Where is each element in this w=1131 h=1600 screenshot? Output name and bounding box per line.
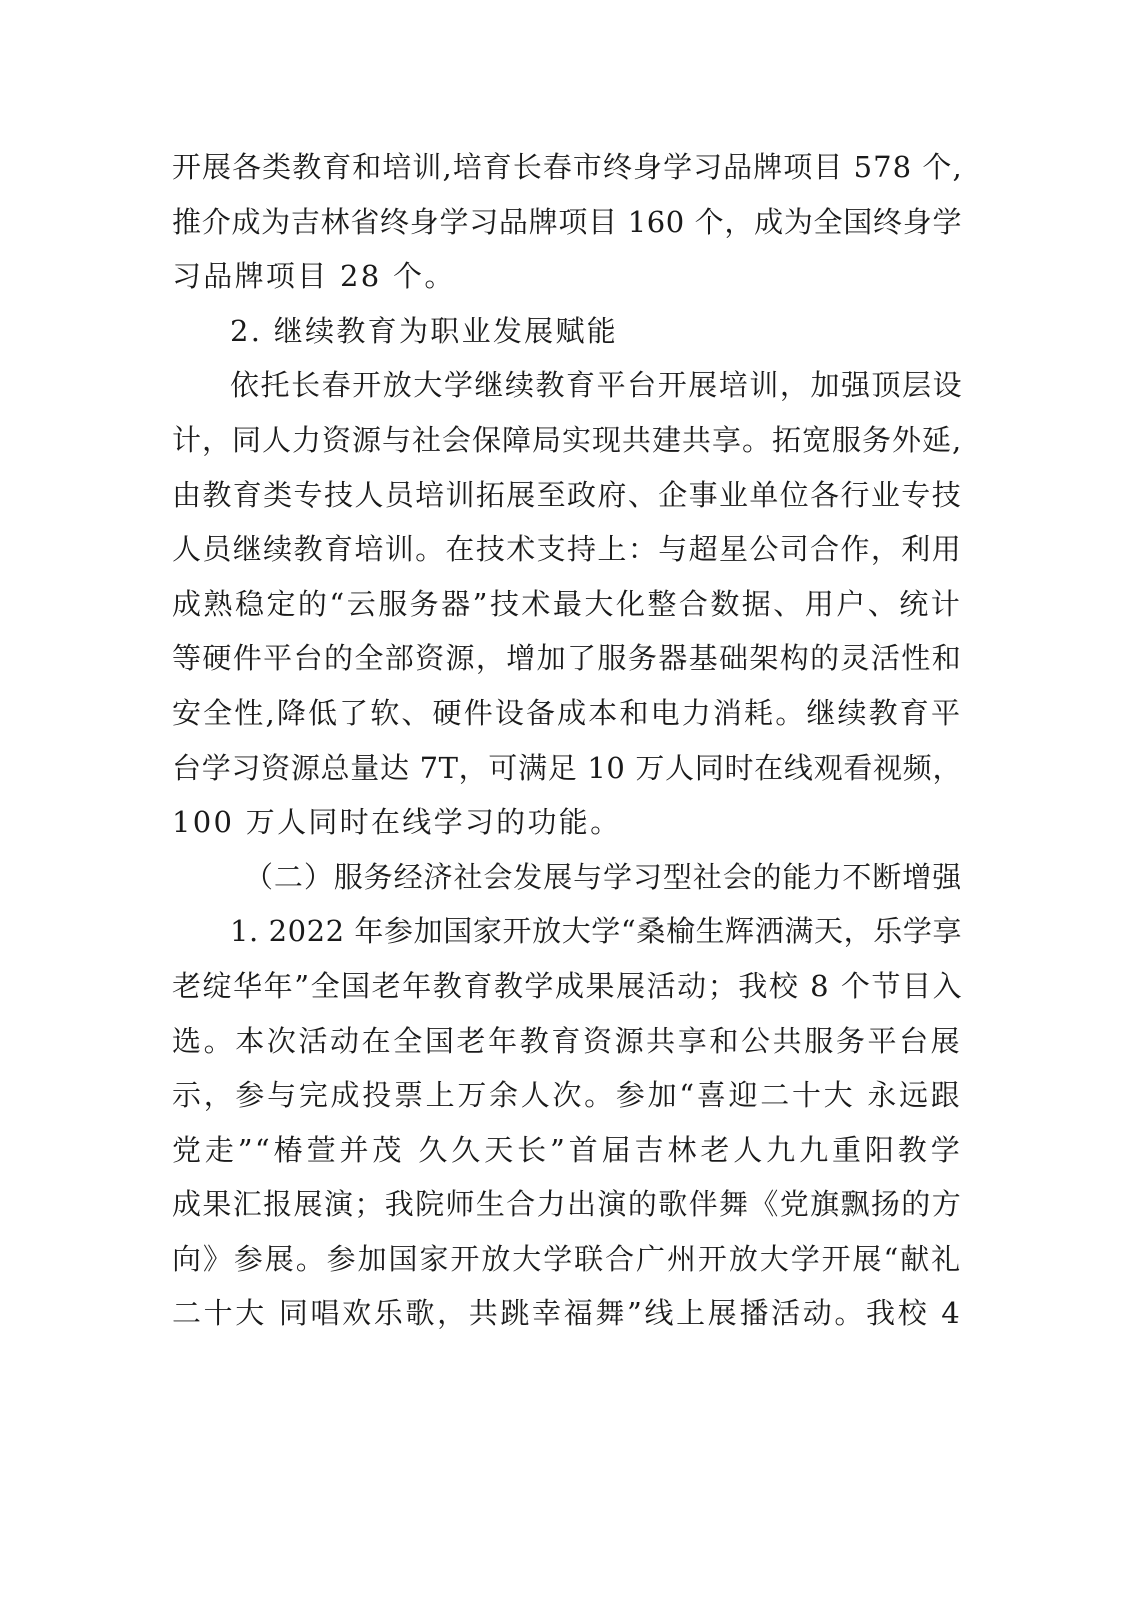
paragraph-line: 安全性,降低了软、硬件设备成本和电力消耗。继续教育平 (172, 695, 962, 730)
paragraph-line: 台学习资源总量达 7T，可满足 10 万人同时在线观看视频， (172, 750, 962, 785)
paragraph-line: 人员继续教育培训。在技术支持上：与超星公司合作，利用 (172, 532, 962, 567)
document-body (172, 140, 962, 1341)
paragraph-line: 开展各类教育和培训,培育长春市终身学习品牌项目 578 个, (172, 150, 963, 184)
paragraph-line: 示，参与完成投票上万余人次。参加“喜迎二十大 永远跟 (172, 1078, 962, 1113)
paragraph-line: 向》参展。参加国家开放大学联合广州开放大学开展“献礼 (172, 1241, 962, 1276)
paragraph-line: 老绽华年”全国老年教育教学成果展活动；我校 8 个节目入 (172, 968, 964, 1003)
paragraph-line: 二十大 同唱欢乐歌，共跳幸福舞”线上展播活动。我校 4 (172, 1296, 962, 1331)
paragraph-line: 100 万人同时在线学习的功能。 (172, 805, 622, 840)
section-heading: （二）服务经济社会发展与学习型社会的能力不断增强 (244, 859, 962, 894)
paragraph-line: 党走”“椿萱并茂 久久天长”首届吉林老人九九重阳教学 (172, 1132, 962, 1167)
paragraph-line: 习品牌项目 28 个。 (172, 259, 456, 294)
paragraph-line: 等硬件平台的全部资源，增加了服务器基础架构的灵活性和 (172, 641, 962, 676)
paragraph-line: 成果汇报展演；我院师生合力出演的歌伴舞《党旗飘扬的方 (172, 1187, 962, 1222)
section-heading: 2. 继续教育为职业发展赋能 (230, 313, 619, 348)
paragraph-line: 推介成为吉林省终身学习品牌项目 160 个，成为全国终身学 (172, 204, 962, 239)
paragraph-line: 计，同人力资源与社会保障局实现共建共享。拓宽服务外延, (172, 422, 962, 457)
paragraph-line: 由教育类专技人员培训拓展至政府、企事业单位各行业专技 (172, 477, 962, 512)
paragraph-line: 依托长春开放大学继续教育平台开展培训，加强顶层设 (230, 368, 964, 403)
paragraph-line: 选。本次活动在全国老年教育资源共享和公共服务平台展 (172, 1023, 962, 1058)
paragraph-line: 1. 2022 年参加国家开放大学“桑榆生辉洒满天，乐学享 (230, 914, 962, 949)
paragraph-line: 成熟稳定的“云服务器”技术最大化整合数据、用户、统计 (172, 586, 962, 621)
